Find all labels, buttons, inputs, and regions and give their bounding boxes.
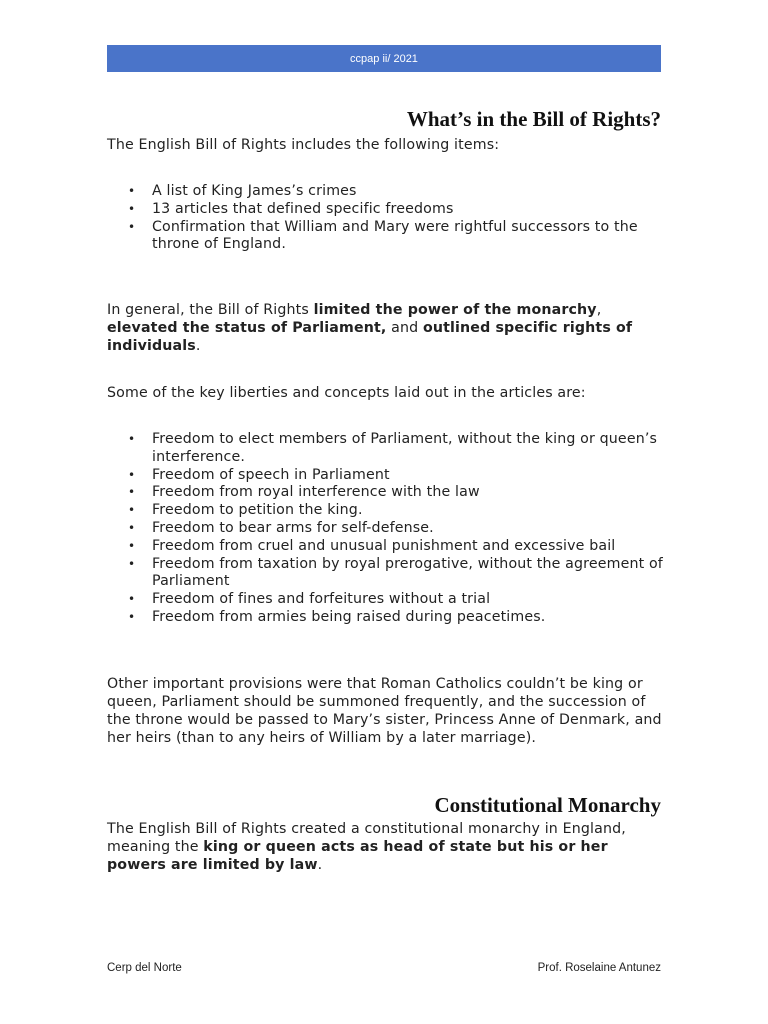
list-item: • Freedom to bear arms for self-defense. [128,519,434,536]
bullet-icon: • [128,219,136,234]
list-item: • Freedom from taxation by royal prerogative, without the agreement of Parliament [128,555,663,590]
header-text: ccpap ii/ 2021 [350,52,418,65]
list-item: • A list of King James’s crimes [128,183,357,199]
list-item: • Freedom to elect members of Parliament, without the king or queen’s interference. [128,431,658,465]
liberties-intro-paragraph: Some of the key liberties and concepts laid out in the articles are: [107,385,586,401]
list-item: • Confirmation that William and Mary were rightful successors to the throne of England. [128,218,638,253]
bullet-icon: • [128,201,136,216]
list-item: • Freedom of fines and forfeitures without a trial [128,591,491,608]
bullet-icon: • [128,538,136,553]
bullet-icon: • [128,467,136,482]
list-item: • Freedom from armies being raised during peacetimes. [128,608,546,625]
footer-left-text: Cerp del Norte [107,962,182,974]
footer-right-text: Prof. Roselaine Antunez [537,962,661,974]
bullet-icon: • [128,609,136,624]
bold-phrase: elevated the status of Parliament, [107,320,387,336]
items-list [107,183,663,254]
list-item: • Freedom from cruel and unusual punishment and excessive bail [128,537,616,554]
bullet-icon: • [128,592,136,607]
bold-phrase: outlined specific rights of individuals [107,320,633,354]
provisions-paragraph: Other important provisions were that Roman Catholics couldn’t be king or queen, Parliament should be summoned frequently, and the succession of the throne would be passed to Mary’s sister, Princess Anne of Denmark, and her heirs (than to any heirs of William by a later marriage). [107,676,662,746]
bold-phrase: limited the power of the monarchy [313,302,597,318]
list-item: • Freedom from royal interference with the law [128,484,480,501]
list-item: • 13 articles that defined specific freedoms [128,200,454,217]
bullet-icon: • [128,503,136,518]
bullet-icon: • [128,485,136,500]
bullet-icon: • [128,520,136,535]
bullet-icon: • [128,184,136,198]
constitutional-monarchy-paragraph: The English Bill of Rights created a constitutional monarchy in England, meaning the king or queen acts as head of state but his or her powers are limited by law. [107,821,626,873]
bullet-icon: • [128,432,136,446]
intro-paragraph: The English Bill of Rights includes the following items: [107,137,500,153]
bullet-icon: • [128,556,136,571]
liberties-list [107,431,663,627]
section-title-constitutional-monarchy: Constitutional Monarchy [434,793,661,818]
section-title-bill-of-rights: What’s in the Bill of Rights? [406,107,661,132]
list-item: • Freedom of speech in Parliament [128,466,390,483]
bold-phrase: king or queen acts as head of state but his or her powers are limited by law [107,839,608,873]
general-paragraph: In general, the Bill of Rights limited the power of the monarchy, elevated the status of Parliament, and outlined specific rights of individuals. [107,302,633,354]
list-item: • Freedom to petition the king. [128,502,363,519]
header-bar [107,45,661,72]
